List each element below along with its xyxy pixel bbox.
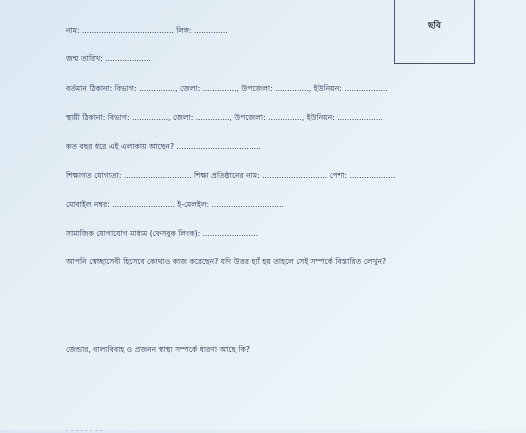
social-media-line: সামাজিক যোগাযোগ মাধ্যম (ফেসবুক লিংক): ....................... — [66, 229, 259, 238]
birth-date-line: জন্ম তারিখ: ................... — [66, 54, 152, 63]
education-line: শিক্ষাগত যোগ্যতা: ............................ শিক্ষা প্রতিষ্ঠানের নাম: ........................... পেশা: ................... — [66, 171, 396, 180]
permanent-address-line: স্থায়ী ঠিকানা: বিভাগ: ..............., জেলা: .............., উপজেলা: .............., ইউনিয়ন: ................... — [66, 113, 384, 122]
contact-line: মোবাইল নম্বর: .......................... ই-মেলইল: .............................. — [66, 200, 284, 209]
present-address-line: বর্তমান ঠিকানা: বিভাগ: ..............., জেলা: .............., উপজেলা: .............., ইউনিয়ন: .................. — [66, 84, 388, 93]
gender-awareness-question: জেন্ডার, বাল্যবিবাহ ও প্রজনন স্বাস্থ্য সম্পর্কে ধারণা আছে কি? — [66, 345, 250, 354]
photo-box — [394, 0, 475, 64]
years-in-area-line: কত বছর ধরে এই এলাকায় আছেন? ................................... — [66, 142, 261, 151]
name-gender-line: নাম: ...................................... লিঙ্গ: .............. — [66, 26, 228, 35]
photo-label: ছবি — [427, 21, 442, 31]
volunteer-question: আপনি স্বেচ্ছাসেবী হিসেবে কোথাও কাজ করেছেন? যদি উত্তর হ্যাঁ হয় তাহলে সেই সম্পর্কে বিস্তারিত লেখুন? — [66, 257, 387, 266]
cut-off-text-hint: . . . . . . . . — [66, 424, 103, 433]
